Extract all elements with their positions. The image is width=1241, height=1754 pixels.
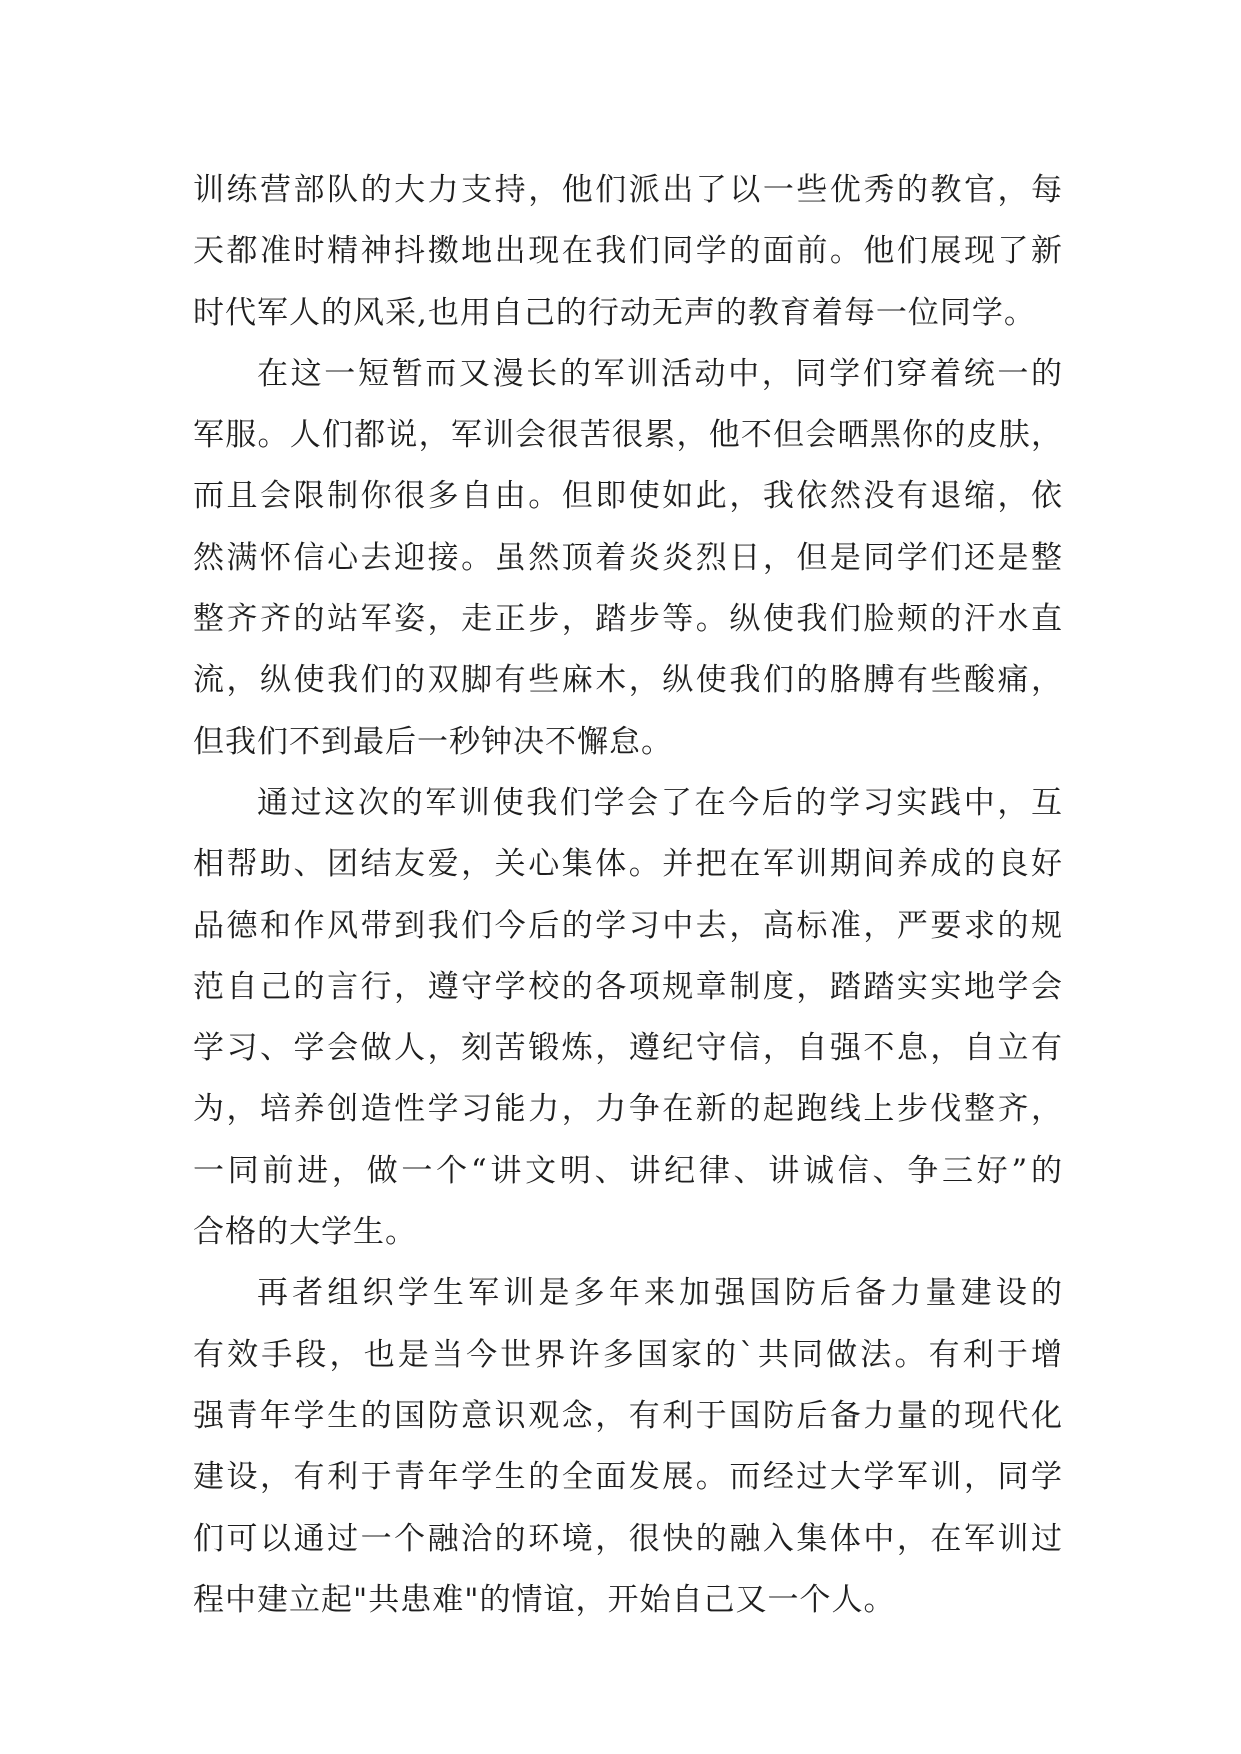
text-line: 为，培养创造性学习能力，力争在新的起跑线上步伐整齐， xyxy=(193,1091,1063,1128)
paragraph-3 xyxy=(193,773,1063,1263)
text-line: 学习、学会做人，刻苦锻炼，遵纪守信，自强不息，自立有 xyxy=(193,1030,1063,1067)
text-line: 整齐齐的站军姿，走正步，踏步等。纵使我们脸颊的汗水直 xyxy=(193,601,1063,638)
text-line: 但我们不到最后一秒钟决不懈怠。 xyxy=(193,723,673,760)
text-line: 们可以通过一个融洽的环境，很快的融入集体中，在军训过 xyxy=(193,1520,1063,1557)
paragraph-2 xyxy=(193,344,1063,773)
text-line: 合格的大学生。 xyxy=(193,1214,417,1251)
essay-body xyxy=(193,160,1063,1631)
text-line: 建设，有利于青年学生的全面发展。而经过大学军训，同学 xyxy=(193,1459,1063,1496)
text-line: 天都准时精神抖擞地出现在我们同学的面前。他们展现了新 xyxy=(193,233,1063,270)
text-line: 流，纵使我们的双脚有些麻木，纵使我们的胳膊有些酸痛， xyxy=(193,662,1063,699)
text-line: 然满怀信心去迎接。虽然顶着炎炎烈日，但是同学们还是整 xyxy=(193,539,1063,576)
text-line: 强青年学生的国防意识观念，有利于国防后备力量的现代化 xyxy=(193,1397,1063,1434)
text-line: 品德和作风带到我们今后的学习中去，高标准，严要求的规 xyxy=(193,907,1063,944)
text-line: 时代军人的风采,也用自己的行动无声的教育着每一位同学。 xyxy=(193,294,1036,331)
paragraph-1 xyxy=(193,160,1063,344)
text-line: 训练营部队的大力支持，他们派出了以一些优秀的教官，每 xyxy=(193,172,1063,208)
text-line: 一同前进，做一个“讲文明、讲纪律、讲诚信、争三好”的 xyxy=(193,1152,1063,1189)
text-line: 相帮助、团结友爱，关心集体。并把在军训期间养成的良好 xyxy=(193,846,1063,883)
text-line: 范自己的言行，遵守学校的各项规章制度，踏踏实实地学会 xyxy=(193,968,1063,1005)
text-line: 有效手段，也是当今世界许多国家的`共同做法。有利于增 xyxy=(193,1336,1063,1373)
text-line: 在这一短暂而又漫长的军训活动中，同学们穿着统一的 xyxy=(257,355,1063,392)
text-line: 再者组织学生军训是多年来加强国防后备力量建设的 xyxy=(257,1275,1063,1312)
paragraph-4 xyxy=(193,1263,1063,1631)
text-line: 军服。人们都说，军训会很苦很累，他不但会晒黑你的皮肤， xyxy=(193,417,1063,454)
text-line: 而且会限制你很多自由。但即使如此，我依然没有退缩，依 xyxy=(193,478,1063,515)
text-line: 通过这次的军训使我们学会了在今后的学习实践中，互 xyxy=(257,784,1063,821)
text-line: 程中建立起"共患难"的情谊，开始自己又一个人。 xyxy=(193,1581,896,1618)
